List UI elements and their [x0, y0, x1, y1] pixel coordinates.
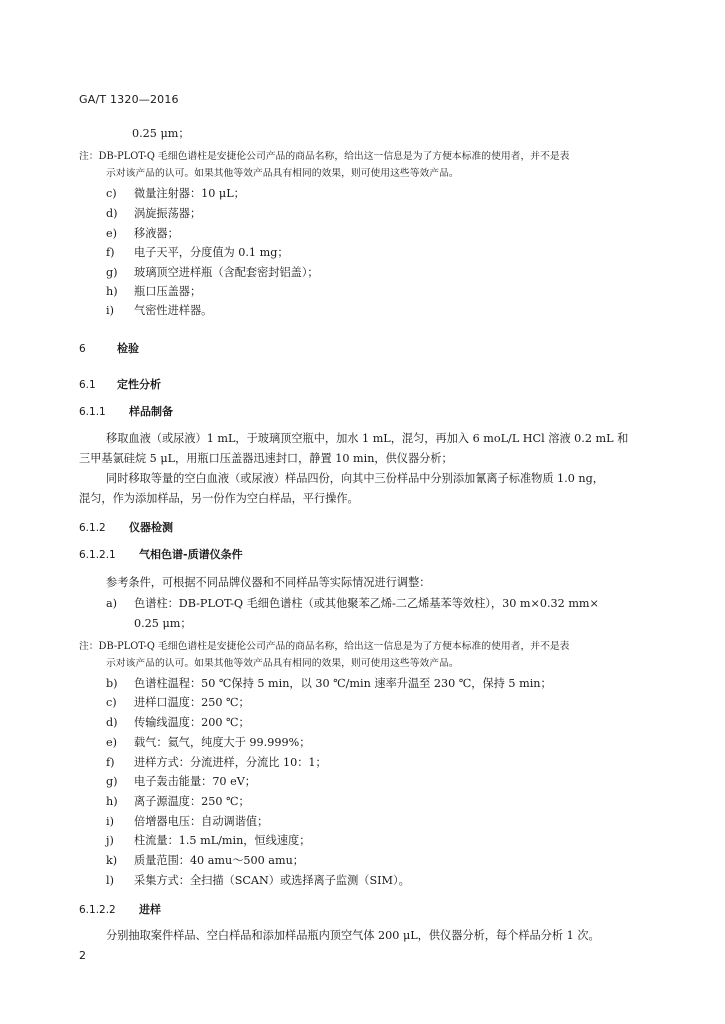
condition-text: 色谱柱：DB-PLOT-Q 毛细色谱柱（或其他聚苯乙烯-二乙烯基苯等效柱），30 m×0.32 mm× — [134, 597, 599, 610]
condition-label: a) — [106, 597, 118, 610]
list-item — [106, 266, 319, 280]
condition-text: 电子轰击能量：70 eV； — [134, 775, 256, 788]
condition-label: d) — [106, 716, 118, 729]
section-title: 定性分析 — [117, 378, 161, 391]
page-number: 2 — [79, 949, 86, 962]
section-number: 6.1 — [79, 379, 96, 391]
paragraph-line: 分别抽取案件样品、空白样品和添加样品瓶内顶空气体 200 μL，供仪器分析，每个样品分析 1 次。 — [106, 929, 600, 942]
section-number: 6.1.1 — [79, 406, 106, 418]
condition-item — [106, 834, 310, 848]
condition-item — [106, 874, 410, 888]
list-item-text: 涡旋振荡器； — [134, 207, 202, 220]
list-item-label: d) — [106, 207, 118, 220]
condition-item — [106, 795, 250, 809]
list-item-text: 瓶口压盖器； — [134, 285, 202, 298]
list-item-text: 微量注射器：10 μL； — [134, 187, 245, 200]
condition-label: l) — [106, 874, 114, 887]
condition-item — [106, 815, 268, 829]
paragraph-line: 移取血液（或尿液）1 mL，于玻璃顶空瓶中，加水 1 mL，混匀，再加入 6 moL/L HCl 溶液 0.2 mL 和 — [106, 432, 629, 445]
section-number: 6 — [79, 343, 86, 355]
condition-label: i) — [106, 815, 114, 828]
condition-label: h) — [106, 795, 118, 808]
paragraph-line: 混匀，作为添加样品，另一份作为空白样品，平行操作。 — [79, 492, 359, 505]
section-heading — [79, 521, 173, 535]
document-header: GA/T 1320—2016 — [79, 93, 179, 106]
condition-item — [106, 756, 327, 770]
list-item-text: 示对该产品的认可。如果其他等效产品具有相同的效果，则可使用这些等效产品。 — [106, 168, 459, 179]
condition-text: 传输线温度：200 ℃； — [134, 716, 250, 729]
list-item — [106, 227, 179, 241]
condition-label: g) — [106, 775, 118, 788]
list-item-text: 移液器； — [134, 227, 179, 240]
condition-item — [106, 677, 552, 691]
list-item-label: c) — [106, 187, 117, 200]
condition-item — [106, 716, 250, 730]
paragraph-line: 三甲基氯硅烷 5 μL，用瓶口压盖器迅速封口，静置 10 min，供仪器分析； — [79, 452, 453, 465]
section-title: 检验 — [117, 342, 139, 355]
condition-item — [106, 696, 250, 710]
note-line: 示对该产品的认可。如果其他等效产品具有相同的效果，则可使用这些等效产品。 — [106, 658, 459, 669]
section-title: 进样 — [139, 903, 161, 916]
section-number: 6.1.2 — [79, 522, 106, 534]
paragraph-line: 同时移取等量的空白血液（或尿液）样品四份，向其中三份样品中分别添加氰离子标准物质 1.0 ng， — [106, 472, 604, 485]
condition-text: 倍增器电压：自动调谐值； — [134, 815, 269, 828]
condition-label: j) — [106, 834, 114, 847]
list-item — [106, 304, 212, 318]
condition-text: 离子源温度：250 ℃； — [134, 795, 250, 808]
condition-label: e) — [106, 736, 117, 749]
condition-item — [106, 736, 310, 750]
condition-text: 载气：氦气，纯度大于 99.999%； — [134, 736, 311, 749]
condition-text: 进样方式：分流进样，分流比 10：1； — [134, 756, 327, 769]
list-item — [106, 246, 289, 260]
section-heading — [79, 405, 173, 419]
list-item-text: 电子天平，分度值为 0.1 mg； — [134, 246, 289, 259]
section-heading — [79, 903, 161, 917]
list-item-label: i) — [106, 304, 114, 317]
condition-text: 柱流量：1.5 mL/min，恒线速度； — [134, 834, 311, 847]
condition-text: 质量范围：40 amu～500 amu； — [134, 854, 304, 867]
condition-label: f) — [106, 756, 115, 769]
condition-label: c) — [106, 696, 117, 709]
condition-text: 进样口温度：250 ℃； — [134, 696, 250, 709]
list-item-label: f) — [106, 246, 115, 259]
condition-item — [106, 854, 304, 868]
paragraph-line: 参考条件，可根据不同品牌仪器和不同样品等实际情况进行调整： — [106, 576, 431, 589]
text-line — [132, 127, 190, 141]
section-heading — [79, 342, 139, 356]
section-heading — [79, 378, 161, 392]
list-item — [106, 187, 245, 201]
list-item-text: 玻璃顶空进样瓶（含配套密封铝盖）； — [134, 266, 319, 279]
list-item-label: h) — [106, 285, 118, 298]
condition-item — [106, 597, 599, 611]
condition-label: k) — [106, 854, 118, 867]
condition-text: 色谱柱温程：50 ℃保持 5 min，以 30 ℃/min 速率升温至 230 ℃，保持 5 min； — [134, 677, 552, 690]
condition-label: b) — [106, 677, 118, 690]
section-title: 样品制备 — [129, 405, 173, 418]
section-title: 气相色谱-质谱仪条件 — [139, 548, 243, 561]
note-line: 注：DB-PLOT-Q 毛细色谱柱是安捷伦公司产品的商品名称，给出这一信息是为了方便本标准的使用者，并不是表 — [79, 641, 570, 652]
list-item-label: e) — [106, 227, 117, 240]
list-item-text: 0.25 μm； — [132, 127, 190, 140]
section-number: 6.1.2.2 — [79, 904, 116, 916]
section-title: 仪器检测 — [129, 521, 173, 534]
condition-item — [106, 617, 192, 631]
condition-text: 0.25 μm； — [134, 617, 192, 630]
list-item-text: 注：DB-PLOT-Q 毛细色谱柱是安捷伦公司产品的商品名称，给出这一信息是为了方便本标准的使用者，并不是表 — [79, 151, 570, 162]
list-item — [106, 285, 201, 299]
text-line — [79, 150, 569, 164]
list-item — [106, 207, 201, 221]
section-heading — [79, 548, 243, 562]
condition-item — [106, 775, 256, 789]
section-number: 6.1.2.1 — [79, 549, 116, 561]
list-item-label: g) — [106, 266, 118, 279]
text-line — [106, 167, 459, 181]
condition-text: 采集方式：全扫描（SCAN）或选择离子监测（SIM）。 — [134, 874, 410, 887]
list-item-text: 气密性进样器。 — [134, 304, 213, 317]
